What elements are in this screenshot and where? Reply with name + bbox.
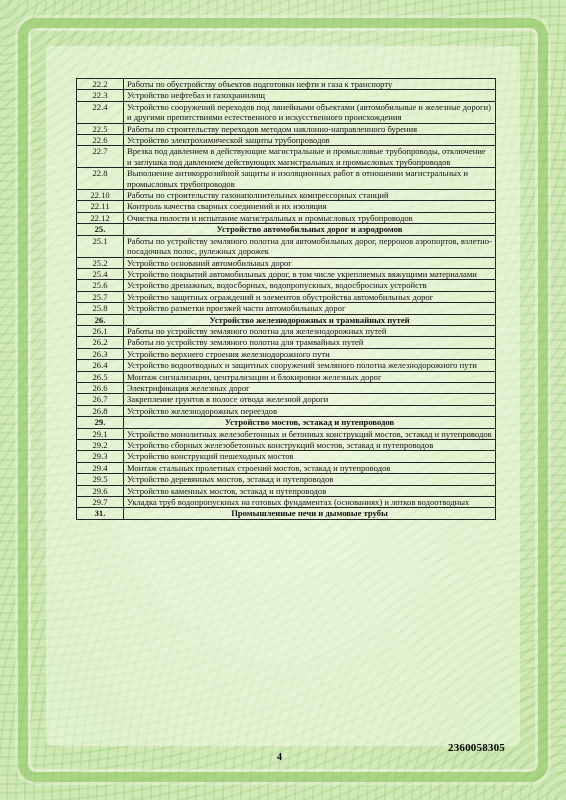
table-row: [77, 371, 496, 382]
table-row: [77, 462, 496, 473]
row-number: 29.1: [77, 428, 124, 439]
row-number: 22.10: [77, 190, 124, 201]
table-row: [77, 101, 496, 123]
section-row: [77, 417, 496, 428]
row-number: 26.8: [77, 405, 124, 416]
row-text: Монтаж сигнализации, централизации и блокировки железных дорог: [124, 371, 496, 382]
row-number: 22.4: [77, 101, 124, 123]
row-number: 29.4: [77, 462, 124, 473]
row-text: Устройство нефтебаз и газохранилищ: [124, 90, 496, 101]
row-text: Устройство автомобильных дорог и аэродромов: [124, 224, 496, 235]
table-row: [77, 440, 496, 451]
row-text: Устройство конструкций пешеходных мостов: [124, 451, 496, 462]
table-row: [77, 135, 496, 146]
works-table: [76, 78, 496, 520]
row-text: Устройство покрытий автомобильных дорог, в том числе укрепляемых вяжущими материалами: [124, 268, 496, 279]
works-table-body: [77, 79, 496, 520]
row-number: 25.4: [77, 268, 124, 279]
row-number: 29.: [77, 417, 124, 428]
table-row: [77, 257, 496, 268]
table-row: [77, 303, 496, 314]
row-text: Врезка под давлением в действующие магистральные и промысловые трубопроводы, отключение и заглушка под давлением действующих магистральных и промысловых трубопроводов: [124, 146, 496, 168]
row-number: 22.5: [77, 123, 124, 134]
row-number: 25.: [77, 224, 124, 235]
table-row: [77, 123, 496, 134]
row-text: Устройство сборных железобетонных конструкций мостов, эстакад и путепроводов: [124, 440, 496, 451]
section-row: [77, 508, 496, 519]
row-text: Устройство верхнего строения железнодорожного пути: [124, 348, 496, 359]
row-number: 31.: [77, 508, 124, 519]
row-number: 29.6: [77, 485, 124, 496]
table-row: [77, 348, 496, 359]
row-number: 22.2: [77, 79, 124, 90]
row-text: Устройство электрохимической защиты трубопроводов: [124, 135, 496, 146]
table-row: [77, 90, 496, 101]
row-text: Работы по строительству переходов методом наклонно-направленного бурения: [124, 123, 496, 134]
page-number: 4: [277, 752, 282, 763]
row-number: 22.6: [77, 135, 124, 146]
row-text: Устройство защитных ограждений и элементов обустройства автомобильных дорог: [124, 291, 496, 302]
row-number: 25.2: [77, 257, 124, 268]
row-number: 29.2: [77, 440, 124, 451]
row-text: Работы по строительству газонаполнительных компрессорных станций: [124, 190, 496, 201]
row-text: Устройство оснований автомобильных дорог: [124, 257, 496, 268]
row-number: 26.4: [77, 360, 124, 371]
row-text: Промышленные печи и дымовые трубы: [124, 508, 496, 519]
row-text: Монтаж стальных пролетных строений мостов, эстакад и путепроводов: [124, 462, 496, 473]
table-row: [77, 79, 496, 90]
row-number: 26.: [77, 314, 124, 325]
table-row: [77, 451, 496, 462]
row-number: 26.3: [77, 348, 124, 359]
table-row: [77, 485, 496, 496]
table-row: [77, 291, 496, 302]
row-number: 22.12: [77, 212, 124, 223]
row-text: Очистка полости и испытание магистральных и промысловых трубопроводов: [124, 212, 496, 223]
row-number: 25.1: [77, 235, 124, 257]
table-row: [77, 337, 496, 348]
table-row: [77, 201, 496, 212]
row-number: 22.8: [77, 168, 124, 190]
table-row: [77, 190, 496, 201]
row-text: Работы по устройству земляного полотна для автомобильных дорог, перронов аэропортов, взлетно-посадочных полос, рулежных дорожек: [124, 235, 496, 257]
row-text: Выполнение антикоррозийной защиты и изоляционных работ в отношении магистральных и промысловых трубопроводов: [124, 168, 496, 190]
row-text: Устройство монолитных железобетонных и бетонных конструкций мостов, эстакад и путепроводов: [124, 428, 496, 439]
row-number: 26.6: [77, 382, 124, 393]
row-text: Устройство разметки проезжей части автомобильных дорог: [124, 303, 496, 314]
row-number: 26.1: [77, 325, 124, 336]
row-text: Устройство каменных мостов, эстакад и путепроводов: [124, 485, 496, 496]
row-number: 29.3: [77, 451, 124, 462]
row-text: Устройство железнодорожных и трамвайных путей: [124, 314, 496, 325]
table-row: [77, 394, 496, 405]
row-number: 22.11: [77, 201, 124, 212]
row-number: 25.8: [77, 303, 124, 314]
row-text: Работы по обустройству объектов подготовки нефти и газа к транспорту: [124, 79, 496, 90]
serial-number: 2360058305: [448, 742, 505, 754]
table-row: [77, 428, 496, 439]
row-number: 25.6: [77, 280, 124, 291]
table-row: [77, 405, 496, 416]
row-text: Устройство железнодорожных переездов: [124, 405, 496, 416]
table-row: [77, 212, 496, 223]
row-text: Закрепление грунтов в полосе отвода железной дороги: [124, 394, 496, 405]
row-text: Устройство дренажных, водосборных, водопропускных, водосбросных устройств: [124, 280, 496, 291]
row-text: Устройство мостов, эстакад и путепроводов: [124, 417, 496, 428]
table-row: [77, 280, 496, 291]
row-text: Электрификация железных дорог: [124, 382, 496, 393]
table-row: [77, 268, 496, 279]
row-text: Устройство деревянных мостов, эстакад и путепроводов: [124, 474, 496, 485]
row-number: 25.7: [77, 291, 124, 302]
row-number: 26.2: [77, 337, 124, 348]
row-text: Устройство водоотводных и защитных сооружений земляного полотна железнодорожного пути: [124, 360, 496, 371]
row-text: Работы по устройству земляного полотна для железнодорожных путей: [124, 325, 496, 336]
table-row: [77, 474, 496, 485]
table-row: [77, 360, 496, 371]
row-number: 22.3: [77, 90, 124, 101]
row-text: Работы по устройству земляного полотна для трамвайных путей: [124, 337, 496, 348]
table-row: [77, 382, 496, 393]
row-number: 29.5: [77, 474, 124, 485]
table-row: [77, 235, 496, 257]
table-row: [77, 168, 496, 190]
row-text: Контроль качества сварных соединений и их изоляция: [124, 201, 496, 212]
row-number: 26.7: [77, 394, 124, 405]
row-text: Укладка труб водопропускных на готовых фундаментах (основаниях) и лотков водоотводных: [124, 497, 496, 508]
row-number: 22.7: [77, 146, 124, 168]
table-row: [77, 146, 496, 168]
section-row: [77, 314, 496, 325]
row-text: Устройство сооружений переходов под линейными объектами (автомобильные и железные дороги) и другими препятствиями естественного и искусственного происхождения: [124, 101, 496, 123]
table-row: [77, 325, 496, 336]
section-row: [77, 224, 496, 235]
row-number: 26.5: [77, 371, 124, 382]
row-number: 29.7: [77, 497, 124, 508]
table-row: [77, 497, 496, 508]
